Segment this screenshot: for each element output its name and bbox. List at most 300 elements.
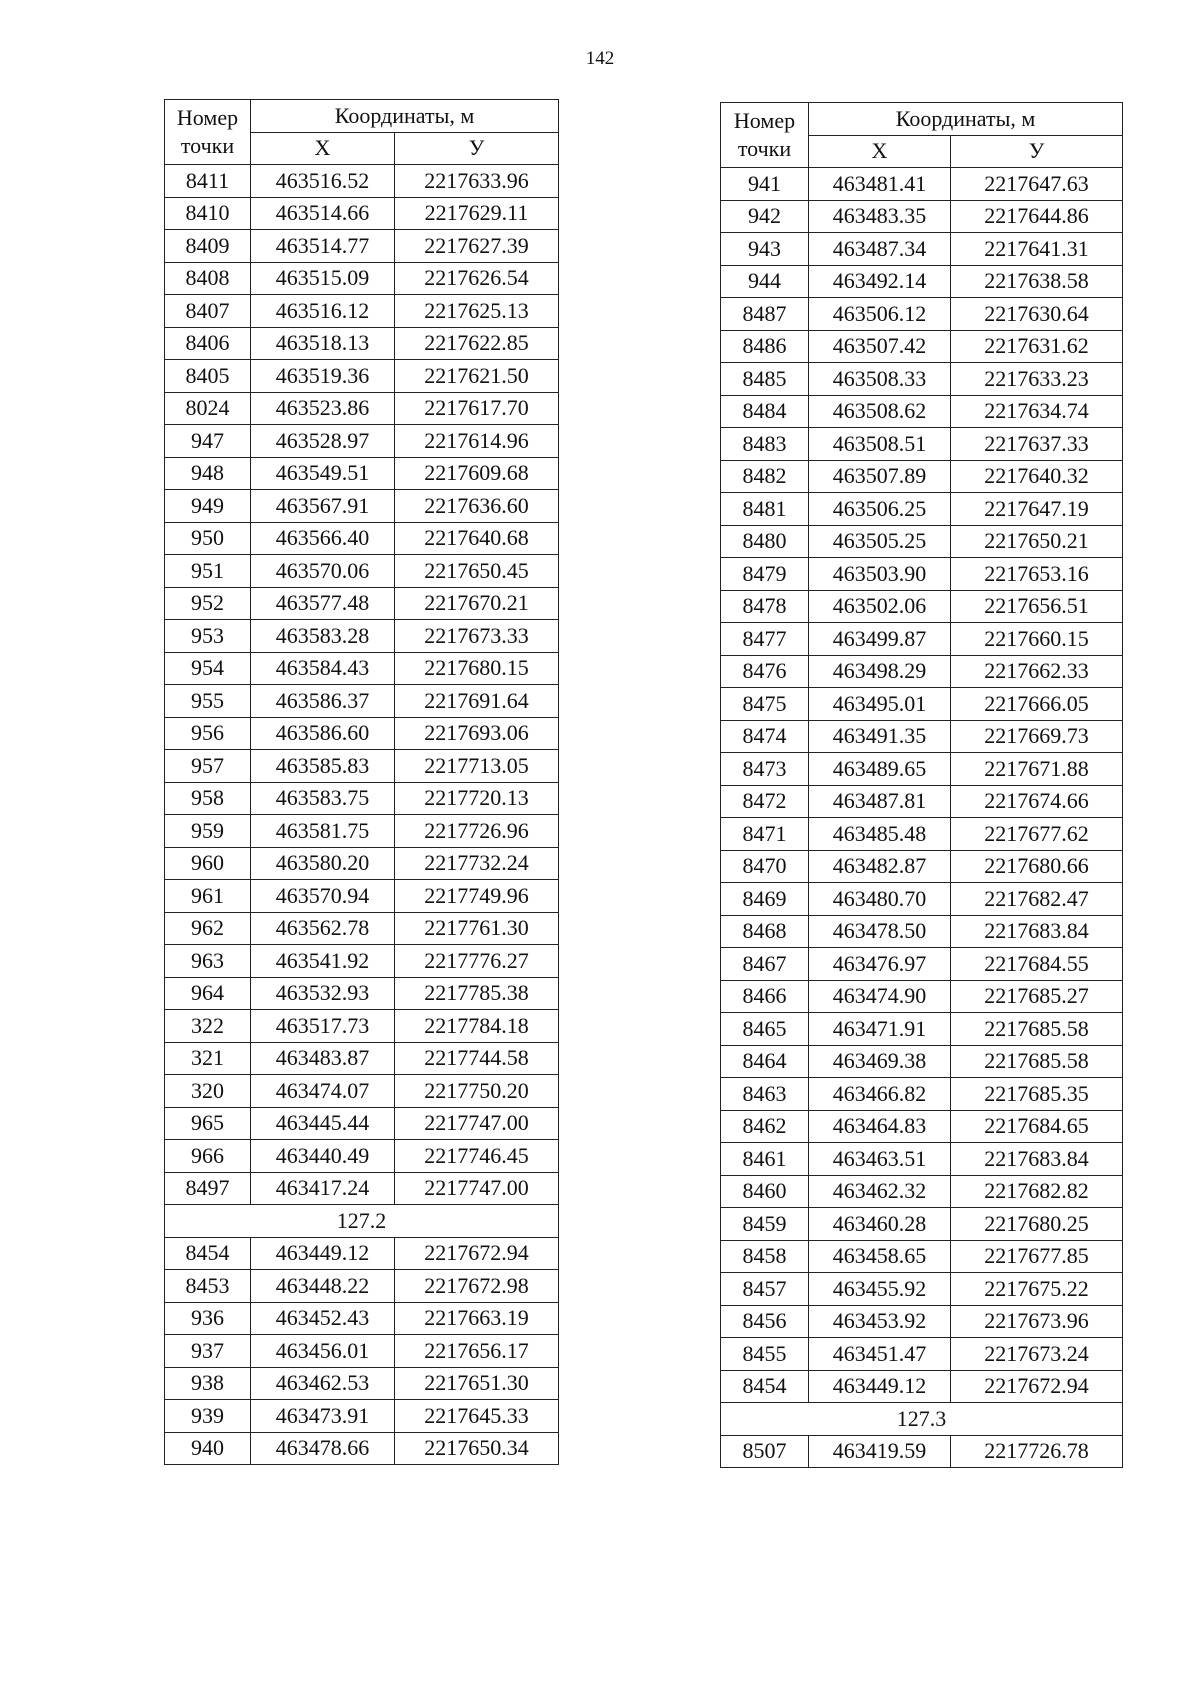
y-coordinate-cell: 2217621.50 <box>395 360 559 393</box>
x-coordinate-cell: 463487.34 <box>809 233 951 266</box>
point-number-cell: 8454 <box>165 1237 251 1270</box>
y-coordinate-cell: 2217622.85 <box>395 327 559 360</box>
table-row <box>721 1240 1123 1273</box>
table-row <box>721 1110 1123 1143</box>
x-coordinate-cell: 463514.66 <box>251 197 395 230</box>
y-coordinate-cell: 2217747.00 <box>395 1172 559 1205</box>
y-coordinate-cell: 2217776.27 <box>395 945 559 978</box>
y-coordinate-cell: 2217651.30 <box>395 1367 559 1400</box>
table-row <box>165 295 559 328</box>
y-coordinate-cell: 2217637.33 <box>951 428 1123 461</box>
x-coordinate-cell: 463483.35 <box>809 200 951 233</box>
x-coordinate-cell: 463482.87 <box>809 850 951 883</box>
x-coordinate-cell: 463506.25 <box>809 493 951 526</box>
table-row <box>165 652 559 685</box>
page-number: 142 <box>585 48 615 69</box>
table-row <box>165 1432 559 1465</box>
y-coordinate-cell: 2217634.74 <box>951 395 1123 428</box>
x-coordinate-cell: 463566.40 <box>251 522 395 555</box>
y-coordinate-cell: 2217650.45 <box>395 555 559 588</box>
y-coordinate-cell: 2217684.55 <box>951 948 1123 981</box>
point-number-cell: 8507 <box>721 1435 809 1468</box>
y-coordinate-cell: 2217746.45 <box>395 1140 559 1173</box>
x-coordinate-cell: 463476.97 <box>809 948 951 981</box>
point-number-cell: 953 <box>165 620 251 653</box>
x-coordinate-cell: 463466.82 <box>809 1078 951 1111</box>
point-number-cell: 966 <box>165 1140 251 1173</box>
point-number-header-line1: Номер <box>733 108 796 133</box>
x-coordinate-cell: 463503.90 <box>809 558 951 591</box>
y-coordinate-cell: 2217617.70 <box>395 392 559 425</box>
coordinates-table-right <box>720 102 1123 1468</box>
x-coordinate-cell: 463449.12 <box>809 1370 951 1403</box>
table-body <box>721 168 1123 1468</box>
table-row <box>721 265 1123 298</box>
point-number-cell: 8458 <box>721 1240 809 1273</box>
x-coordinate-cell: 463453.92 <box>809 1305 951 1338</box>
y-coordinate-cell: 2217744.58 <box>395 1042 559 1075</box>
table-row <box>165 1075 559 1108</box>
point-number-cell: 8471 <box>721 818 809 851</box>
table-row <box>721 1305 1123 1338</box>
point-number-cell: 947 <box>165 425 251 458</box>
point-number-cell: 963 <box>165 945 251 978</box>
x-coordinate-cell: 463562.78 <box>251 912 395 945</box>
y-coordinate-cell: 2217713.05 <box>395 750 559 783</box>
y-coordinate-cell: 2217726.96 <box>395 815 559 848</box>
y-coordinate-cell: 2217672.94 <box>395 1237 559 1270</box>
table-row <box>165 165 559 198</box>
x-coordinate-cell: 463462.32 <box>809 1175 951 1208</box>
y-coordinate-cell: 2217650.34 <box>395 1432 559 1465</box>
table-row <box>165 1172 559 1205</box>
x-coordinate-cell: 463492.14 <box>809 265 951 298</box>
y-coordinate-cell: 2217629.11 <box>395 197 559 230</box>
point-number-cell: 960 <box>165 847 251 880</box>
table-row <box>721 1078 1123 1111</box>
x-coordinate-cell: 463518.13 <box>251 327 395 360</box>
x-coordinate-cell: 463508.51 <box>809 428 951 461</box>
point-number-cell: 321 <box>165 1042 251 1075</box>
x-coordinate-cell: 463440.49 <box>251 1140 395 1173</box>
table-row <box>165 522 559 555</box>
point-number-cell: 8481 <box>721 493 809 526</box>
table-row <box>721 753 1123 786</box>
x-coordinate-cell: 463462.53 <box>251 1367 395 1400</box>
x-coordinate-cell: 463528.97 <box>251 425 395 458</box>
y-coordinate-cell: 2217631.62 <box>951 330 1123 363</box>
y-coordinate-cell: 2217633.23 <box>951 363 1123 396</box>
table-row <box>165 620 559 653</box>
table-row <box>721 428 1123 461</box>
point-number-cell: 938 <box>165 1367 251 1400</box>
point-number-header-line2: точки <box>737 136 792 161</box>
point-number-cell: 8473 <box>721 753 809 786</box>
x-coordinate-cell: 463469.38 <box>809 1045 951 1078</box>
y-coordinate-cell: 2217747.00 <box>395 1107 559 1140</box>
x-coordinate-cell: 463455.92 <box>809 1273 951 1306</box>
y-coordinate-cell: 2217675.22 <box>951 1273 1123 1306</box>
y-coordinate-cell: 2217644.86 <box>951 200 1123 233</box>
y-coordinate-cell: 2217627.39 <box>395 230 559 263</box>
y-coordinate-cell: 2217673.24 <box>951 1338 1123 1371</box>
table-row <box>165 262 559 295</box>
x-coordinate-cell: 463478.66 <box>251 1432 395 1465</box>
x-coordinate-cell: 463516.12 <box>251 295 395 328</box>
y-coordinate-cell: 2217663.19 <box>395 1302 559 1335</box>
y-coordinate-cell: 2217683.84 <box>951 915 1123 948</box>
table-row <box>721 460 1123 493</box>
table-row <box>165 1367 559 1400</box>
y-coordinate-cell: 2217720.13 <box>395 782 559 815</box>
point-number-cell: 948 <box>165 457 251 490</box>
x-coordinate-cell: 463581.75 <box>251 815 395 848</box>
table-row <box>165 685 559 718</box>
y-coordinate-cell: 2217609.68 <box>395 457 559 490</box>
y-coordinate-cell: 2217682.82 <box>951 1175 1123 1208</box>
table-row <box>165 1335 559 1368</box>
point-number-cell: 949 <box>165 490 251 523</box>
table-row <box>165 1237 559 1270</box>
x-column-header: Х <box>251 132 395 165</box>
table-row <box>721 915 1123 948</box>
x-coordinate-cell: 463586.37 <box>251 685 395 718</box>
point-number-cell: 942 <box>721 200 809 233</box>
table-row <box>721 558 1123 591</box>
table-row <box>721 525 1123 558</box>
x-coordinate-cell: 463481.41 <box>809 168 951 201</box>
point-number-cell: 8478 <box>721 590 809 623</box>
table-row <box>721 1208 1123 1241</box>
coordinates-header: Координаты, м <box>251 100 559 133</box>
x-coordinate-cell: 463452.43 <box>251 1302 395 1335</box>
y-coordinate-cell: 2217784.18 <box>395 1010 559 1043</box>
table-row <box>165 847 559 880</box>
point-number-cell: 962 <box>165 912 251 945</box>
table-row <box>165 717 559 750</box>
table-row <box>721 233 1123 266</box>
x-coordinate-cell: 463570.06 <box>251 555 395 588</box>
x-coordinate-cell: 463445.44 <box>251 1107 395 1140</box>
x-coordinate-cell: 463451.47 <box>809 1338 951 1371</box>
point-number-cell: 8485 <box>721 363 809 396</box>
point-number-cell: 320 <box>165 1075 251 1108</box>
y-coordinate-cell: 2217626.54 <box>395 262 559 295</box>
y-coordinate-cell: 2217683.84 <box>951 1143 1123 1176</box>
header-row <box>721 103 1123 136</box>
table-row <box>165 815 559 848</box>
table-row <box>165 587 559 620</box>
y-coordinate-cell: 2217636.60 <box>395 490 559 523</box>
table-row <box>721 850 1123 883</box>
table-row <box>165 912 559 945</box>
y-column-header: У <box>951 135 1123 168</box>
table-row <box>721 980 1123 1013</box>
table-row <box>165 977 559 1010</box>
y-coordinate-cell: 2217732.24 <box>395 847 559 880</box>
table-row <box>721 1175 1123 1208</box>
x-coordinate-cell: 463463.51 <box>809 1143 951 1176</box>
x-coordinate-cell: 463474.07 <box>251 1075 395 1108</box>
y-coordinate-cell: 2217650.21 <box>951 525 1123 558</box>
point-number-cell: 955 <box>165 685 251 718</box>
point-number-cell: 965 <box>165 1107 251 1140</box>
y-coordinate-cell: 2217671.88 <box>951 753 1123 786</box>
point-number-cell: 8457 <box>721 1273 809 1306</box>
section-row <box>721 1403 1123 1436</box>
x-coordinate-cell: 463505.25 <box>809 525 951 558</box>
table-row <box>165 945 559 978</box>
point-number-header <box>165 100 251 165</box>
x-coordinate-cell: 463478.50 <box>809 915 951 948</box>
table-row <box>721 1045 1123 1078</box>
table-row <box>165 750 559 783</box>
table-row <box>165 555 559 588</box>
section-label: 127.3 <box>721 1403 1123 1436</box>
point-number-header-line2: точки <box>180 133 235 158</box>
point-number-cell: 8486 <box>721 330 809 363</box>
x-coordinate-cell: 463508.33 <box>809 363 951 396</box>
y-coordinate-cell: 2217761.30 <box>395 912 559 945</box>
x-coordinate-cell: 463517.73 <box>251 1010 395 1043</box>
header-row <box>165 100 559 133</box>
point-number-cell: 8472 <box>721 785 809 818</box>
table-row <box>721 395 1123 428</box>
table-row <box>721 1273 1123 1306</box>
point-number-cell: 8487 <box>721 298 809 331</box>
x-coordinate-cell: 463458.65 <box>809 1240 951 1273</box>
point-number-cell: 950 <box>165 522 251 555</box>
y-coordinate-cell: 2217656.51 <box>951 590 1123 623</box>
y-coordinate-cell: 2217726.78 <box>951 1435 1123 1468</box>
y-coordinate-cell: 2217685.27 <box>951 980 1123 1013</box>
table-row <box>721 298 1123 331</box>
x-coordinate-cell: 463491.35 <box>809 720 951 753</box>
y-coordinate-cell: 2217630.64 <box>951 298 1123 331</box>
point-number-cell: 964 <box>165 977 251 1010</box>
table-row <box>721 623 1123 656</box>
x-coordinate-cell: 463583.28 <box>251 620 395 653</box>
x-coordinate-cell: 463519.36 <box>251 360 395 393</box>
x-coordinate-cell: 463464.83 <box>809 1110 951 1143</box>
y-coordinate-cell: 2217677.62 <box>951 818 1123 851</box>
y-coordinate-cell: 2217682.47 <box>951 883 1123 916</box>
point-number-cell: 8405 <box>165 360 251 393</box>
y-coordinate-cell: 2217645.33 <box>395 1400 559 1433</box>
y-coordinate-cell: 2217638.58 <box>951 265 1123 298</box>
y-coordinate-cell: 2217785.38 <box>395 977 559 1010</box>
y-coordinate-cell: 2217685.35 <box>951 1078 1123 1111</box>
point-number-cell: 8477 <box>721 623 809 656</box>
x-coordinate-cell: 463586.60 <box>251 717 395 750</box>
table-row <box>721 688 1123 721</box>
x-coordinate-cell: 463507.89 <box>809 460 951 493</box>
point-number-cell: 8476 <box>721 655 809 688</box>
point-number-cell: 8465 <box>721 1013 809 1046</box>
x-coordinate-cell: 463419.59 <box>809 1435 951 1468</box>
table-row <box>721 1435 1123 1468</box>
y-coordinate-cell: 2217673.33 <box>395 620 559 653</box>
table-row <box>165 880 559 913</box>
x-coordinate-cell: 463541.92 <box>251 945 395 978</box>
x-coordinate-cell: 463507.42 <box>809 330 951 363</box>
point-number-cell: 8453 <box>165 1270 251 1303</box>
point-number-cell: 8462 <box>721 1110 809 1143</box>
point-number-cell: 944 <box>721 265 809 298</box>
coordinates-header: Координаты, м <box>809 103 1123 136</box>
point-number-cell: 8456 <box>721 1305 809 1338</box>
y-coordinate-cell: 2217647.19 <box>951 493 1123 526</box>
y-column-header: У <box>395 132 559 165</box>
point-number-header-line1: Номер <box>176 105 239 130</box>
section-label: 127.2 <box>165 1205 559 1238</box>
y-coordinate-cell: 2217673.96 <box>951 1305 1123 1338</box>
y-coordinate-cell: 2217684.65 <box>951 1110 1123 1143</box>
point-number-cell: 8482 <box>721 460 809 493</box>
x-coordinate-cell: 463489.65 <box>809 753 951 786</box>
x-coordinate-cell: 463570.94 <box>251 880 395 913</box>
x-coordinate-cell: 463502.06 <box>809 590 951 623</box>
table-row <box>721 785 1123 818</box>
section-row <box>165 1205 559 1238</box>
point-number-cell: 8483 <box>721 428 809 461</box>
coordinates-table-left <box>164 99 559 1465</box>
point-number-cell: 8469 <box>721 883 809 916</box>
table-row <box>721 720 1123 753</box>
point-number-cell: 8411 <box>165 165 251 198</box>
point-number-cell: 961 <box>165 880 251 913</box>
table-row <box>165 1042 559 1075</box>
point-number-cell: 8460 <box>721 1175 809 1208</box>
point-number-cell: 8459 <box>721 1208 809 1241</box>
x-coordinate-cell: 463567.91 <box>251 490 395 523</box>
y-coordinate-cell: 2217666.05 <box>951 688 1123 721</box>
x-coordinate-cell: 463577.48 <box>251 587 395 620</box>
point-number-cell: 322 <box>165 1010 251 1043</box>
table-row <box>165 1302 559 1335</box>
y-coordinate-cell: 2217641.31 <box>951 233 1123 266</box>
point-number-cell: 8470 <box>721 850 809 883</box>
point-number-cell: 8479 <box>721 558 809 591</box>
x-coordinate-cell: 463583.75 <box>251 782 395 815</box>
x-coordinate-cell: 463498.29 <box>809 655 951 688</box>
point-number-cell: 8467 <box>721 948 809 981</box>
y-coordinate-cell: 2217685.58 <box>951 1013 1123 1046</box>
point-number-cell: 8474 <box>721 720 809 753</box>
point-number-cell: 8468 <box>721 915 809 948</box>
point-number-cell: 8461 <box>721 1143 809 1176</box>
table-row <box>721 363 1123 396</box>
table-row <box>165 392 559 425</box>
y-coordinate-cell: 2217691.64 <box>395 685 559 718</box>
x-coordinate-cell: 463515.09 <box>251 262 395 295</box>
point-number-cell: 954 <box>165 652 251 685</box>
y-coordinate-cell: 2217614.96 <box>395 425 559 458</box>
x-coordinate-cell: 463449.12 <box>251 1237 395 1270</box>
table-row <box>721 883 1123 916</box>
table-row <box>721 168 1123 201</box>
y-coordinate-cell: 2217685.58 <box>951 1045 1123 1078</box>
y-coordinate-cell: 2217633.96 <box>395 165 559 198</box>
x-coordinate-cell: 463487.81 <box>809 785 951 818</box>
table-row <box>165 1140 559 1173</box>
table-row <box>721 948 1123 981</box>
x-coordinate-cell: 463485.48 <box>809 818 951 851</box>
point-number-cell: 8497 <box>165 1172 251 1205</box>
table-row <box>165 1010 559 1043</box>
y-coordinate-cell: 2217670.21 <box>395 587 559 620</box>
x-coordinate-cell: 463495.01 <box>809 688 951 721</box>
table-row <box>165 490 559 523</box>
y-coordinate-cell: 2217680.15 <box>395 652 559 685</box>
table-row <box>721 590 1123 623</box>
x-coordinate-cell: 463456.01 <box>251 1335 395 1368</box>
table-row <box>165 360 559 393</box>
y-coordinate-cell: 2217749.96 <box>395 880 559 913</box>
point-number-cell: 939 <box>165 1400 251 1433</box>
point-number-cell: 8484 <box>721 395 809 428</box>
table-row <box>165 782 559 815</box>
y-coordinate-cell: 2217674.66 <box>951 785 1123 818</box>
x-coordinate-cell: 463473.91 <box>251 1400 395 1433</box>
table-row <box>165 457 559 490</box>
x-coordinate-cell: 463417.24 <box>251 1172 395 1205</box>
x-coordinate-cell: 463580.20 <box>251 847 395 880</box>
x-coordinate-cell: 463506.12 <box>809 298 951 331</box>
y-coordinate-cell: 2217680.25 <box>951 1208 1123 1241</box>
x-coordinate-cell: 463523.86 <box>251 392 395 425</box>
point-number-cell: 936 <box>165 1302 251 1335</box>
x-coordinate-cell: 463448.22 <box>251 1270 395 1303</box>
table-row <box>721 200 1123 233</box>
y-coordinate-cell: 2217693.06 <box>395 717 559 750</box>
table-row <box>165 1270 559 1303</box>
point-number-cell: 940 <box>165 1432 251 1465</box>
table-row <box>721 1370 1123 1403</box>
x-coordinate-cell: 463480.70 <box>809 883 951 916</box>
y-coordinate-cell: 2217625.13 <box>395 295 559 328</box>
point-number-header <box>721 103 809 168</box>
point-number-cell: 8406 <box>165 327 251 360</box>
point-number-cell: 8463 <box>721 1078 809 1111</box>
y-coordinate-cell: 2217656.17 <box>395 1335 559 1368</box>
point-number-cell: 8410 <box>165 197 251 230</box>
point-number-cell: 8464 <box>721 1045 809 1078</box>
point-number-cell: 957 <box>165 750 251 783</box>
table-row <box>721 1338 1123 1371</box>
y-coordinate-cell: 2217647.63 <box>951 168 1123 201</box>
x-coordinate-cell: 463471.91 <box>809 1013 951 1046</box>
point-number-cell: 937 <box>165 1335 251 1368</box>
table-row <box>165 425 559 458</box>
point-number-cell: 8466 <box>721 980 809 1013</box>
y-coordinate-cell: 2217640.68 <box>395 522 559 555</box>
y-coordinate-cell: 2217672.94 <box>951 1370 1123 1403</box>
table-row <box>721 818 1123 851</box>
y-coordinate-cell: 2217640.32 <box>951 460 1123 493</box>
x-coordinate-cell: 463514.77 <box>251 230 395 263</box>
x-coordinate-cell: 463532.93 <box>251 977 395 1010</box>
table-row <box>165 1107 559 1140</box>
x-coordinate-cell: 463499.87 <box>809 623 951 656</box>
table-row <box>721 1143 1123 1176</box>
y-coordinate-cell: 2217653.16 <box>951 558 1123 591</box>
x-coordinate-cell: 463460.28 <box>809 1208 951 1241</box>
point-number-cell: 958 <box>165 782 251 815</box>
table-row <box>721 655 1123 688</box>
y-coordinate-cell: 2217669.73 <box>951 720 1123 753</box>
table-row <box>165 197 559 230</box>
